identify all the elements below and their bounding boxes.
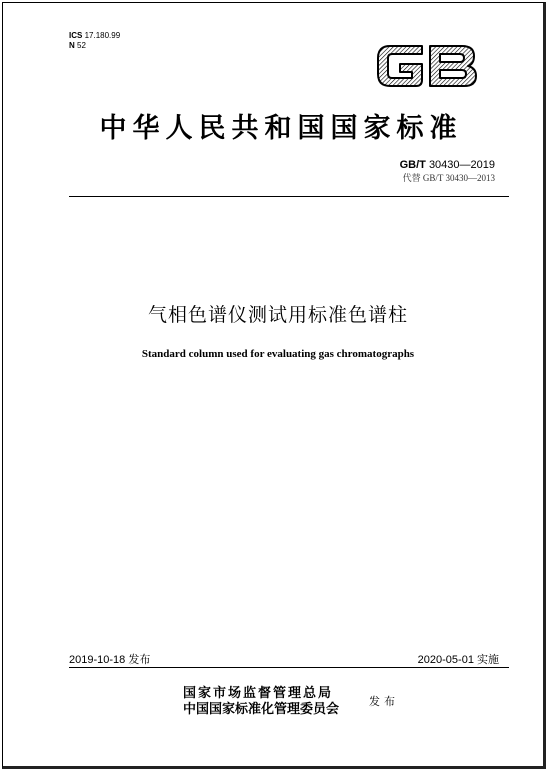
gb-logo-text: GB [372, 38, 374, 39]
gb-logo [372, 38, 481, 94]
ics-value: 17.180.99 [84, 31, 121, 40]
footer-divider [69, 667, 509, 668]
standard-type-heading: 中华人民共和国国家标准 [99, 113, 463, 144]
standard-number [400, 159, 495, 172]
ics-code [69, 31, 120, 41]
issuing-authorities [183, 686, 339, 718]
issuer-samr: 国家市场监督管理总局 [183, 686, 334, 701]
title-english: Standard column used for evaluating gas chromatographs [141, 348, 415, 360]
classification-codes [69, 31, 120, 51]
standard-number-block [400, 159, 495, 185]
implementation-date: 2020-05-01 实施 [417, 654, 499, 666]
replaces-note: 代替 GB/T 30430—2013 [402, 173, 495, 183]
publish-label: 发布 [369, 695, 399, 708]
ccs-value: 52 [77, 41, 86, 50]
ccs-label: N [69, 41, 75, 50]
ccs-code [69, 41, 120, 51]
ics-label: ICS [69, 31, 83, 40]
issue-date: 2019-10-18 发布 [69, 654, 151, 666]
header-divider [69, 196, 509, 197]
issuer-sac: 中国国家标准化管理委员会 [183, 702, 340, 717]
standard-number-value: 30430—2019 [428, 159, 495, 171]
title-chinese: 气相色谱仪测试用标准色谱柱 [147, 304, 408, 326]
standard-prefix: GB/T [399, 159, 426, 171]
document-page [2, 2, 546, 769]
